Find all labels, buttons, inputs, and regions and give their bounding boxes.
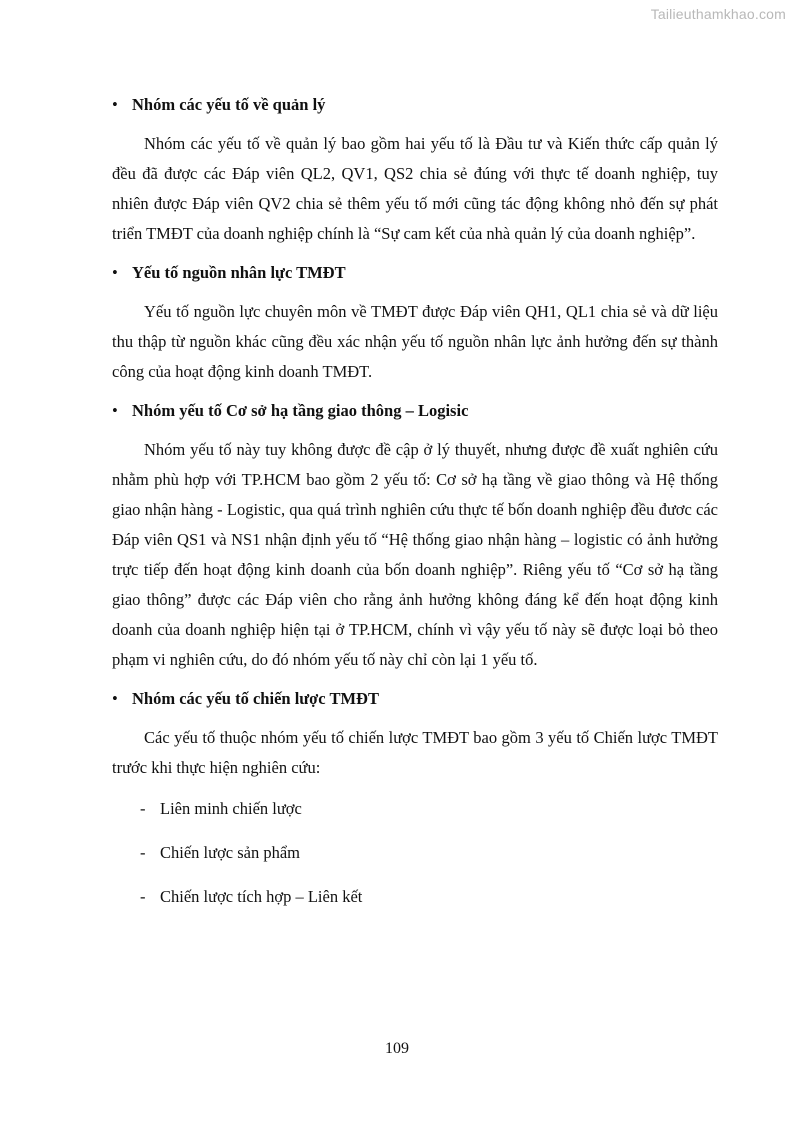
list-item [112,838,718,868]
bullet-icon: • [112,689,118,708]
section-heading [112,686,718,712]
bullet-icon: • [112,95,118,114]
paragraph: Nhóm yếu tố này tuy không được đề cập ở lý thuyết, nhưng được đề xuất nghiên cứu nhằm phù hợp với TP.HCM bao gồm 2 yếu tố: Cơ sở hạ tầng về giao thông và Hệ thống giao nhận hàng - Logistic, qua quá trình nghiên cứu thực tế bốn doanh nghiệp đều đươc các Đáp viên QS1 và NS1 nhận định yếu tố “Hệ thống giao nhận hàng – logistic có ảnh hưởng trực tiếp đến hoạt động kinh doanh của bốn doanh nghiệp”. Riêng yếu tố “Cơ sở hạ tầng giao thông” được các Đáp viên cho rằng ảnh hưởng không đáng kể đến hoạt động kinh doanh của doanh nghiệp hiện tại ở TP.HCM, chính vì vậy yếu tố này sẽ được loại bỏ theo phạm vi nghiên cứu, do đó nhóm yếu tố này chỉ còn lại 1 yếu tố. [112,440,718,669]
section-heading [112,92,718,118]
paragraph: Các yếu tố thuộc nhóm yếu tố chiến lược TMĐT bao gồm 3 yếu tố Chiến lược TMĐT trước khi thực hiện nghiên cứu: [112,728,718,777]
section-heading [112,398,718,424]
list-item-text: Liên minh chiến lược [160,799,302,818]
bullet-icon: • [112,401,118,420]
heading-text: Nhóm yếu tố Cơ sở hạ tầng giao thông – Logisic [132,401,469,420]
dash-icon: - [140,887,146,906]
bullet-icon: • [112,263,118,282]
heading-text: Yếu tố nguồn nhân lực TMĐT [132,263,346,282]
paragraph: Nhóm các yếu tố về quản lý bao gồm hai yếu tố là Đầu tư và Kiến thức cấp quản lý đều đã được các Đáp viên QL2, QV1, QS2 chia sẻ đúng với thực tế doanh nghiệp, tuy nhiên được Đáp viên QV2 chia sẻ thêm yếu tố mới cũng tác động không nhỏ đến sự phát triển TMĐT của doanh nghiệp chính là “Sự cam kết của nhà quản lý của doanh nghiệp”. [112,134,718,243]
heading-text: Nhóm các yếu tố về quản lý [132,95,326,114]
section-heading [112,260,718,286]
list-item-text: Chiến lược sản phẩm [160,843,301,862]
list-item-text: Chiến lược tích hợp – Liên kết [160,887,363,906]
list-item [112,882,718,912]
dash-icon: - [140,799,146,818]
paragraph: Yếu tố nguồn lực chuyên môn về TMĐT được Đáp viên QH1, QL1 chia sẻ và dữ liệu thu thập từ nguồn khác cũng đều xác nhận yếu tố nguồn nhân lực ảnh hưởng đến sự thành công của hoạt động kinh doanh TMĐT. [112,302,718,381]
dash-icon: - [140,843,146,862]
page-number: 109 [385,1040,409,1057]
list-item [112,794,718,824]
heading-text: Nhóm các yếu tố chiến lược TMĐT [132,689,379,708]
document-body [112,92,718,926]
watermark: Tailieuthamkhao.com [650,6,786,22]
